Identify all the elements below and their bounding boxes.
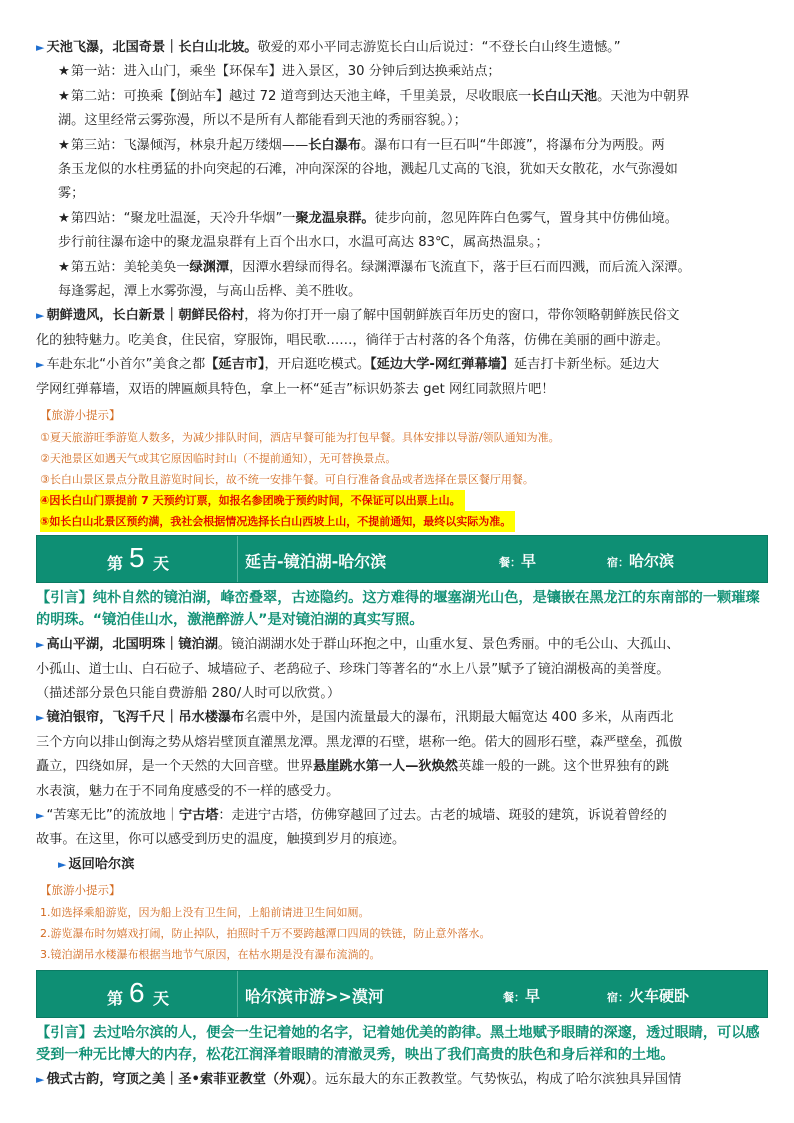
day-number: 6 — [129, 977, 145, 1009]
body-text: 三个方向以排山倒海之势从熔岩壁顶直灌黑龙潭。黑龙潭的石壁，堪称一绝。偌大的圆形石壁，森严壁垒，孤傲 — [36, 734, 683, 750]
paragraph-korean-village-cont — [36, 329, 768, 353]
stop-2 — [36, 85, 768, 109]
stay-value: 火车硬卧 — [629, 987, 690, 1006]
day-route: 哈尔滨市游>>漠河 — [245, 987, 384, 1007]
stop-highlight: 长白山天池 — [531, 88, 598, 104]
body-text: 名震中外，是国内流量最大的瀑布，汛期最大幅宽达 400 多米，从南西北 — [244, 710, 674, 726]
place-highlight: 【延边大学-网红弹幕墙】 — [370, 357, 514, 373]
body-text: 学网红弹幕墙，双语的牌匾颇具特色，拿上一杯“延吉”标识奶茶去 get 网红同款照片吧！ — [36, 381, 555, 397]
body-highlight: 悬崖跳水第一人—狄焕然 — [312, 759, 458, 775]
tip-item-highlighted: ④因长白山门票提前 7 天预约订票，如报名参团晚于预约时间，不保证可以出票上山。 — [40, 490, 465, 511]
day-label: 天 — [153, 554, 170, 574]
star-icon: ★ — [58, 64, 70, 80]
star-icon: ★ — [58, 88, 70, 104]
body-text: ，将为你打开一扇了解中国朝鲜族百年历史的窗口，带你领略朝鲜族民俗文 — [244, 308, 680, 324]
tips-title: 【旅游小提示】 — [40, 408, 121, 423]
paragraph-yanji-cont — [36, 378, 768, 402]
stop-highlight: 聚龙温泉群。 — [295, 210, 375, 226]
paragraph-jingpo-lake-cont2 — [36, 682, 768, 706]
paragraph-changbai-north — [36, 36, 768, 60]
itinerary-page — [36, 36, 768, 1093]
stop-text: 步行前往瀑布途中的聚龙温泉群有上百个出水口，水温可高达 83℃，属高热温泉。； — [58, 235, 549, 251]
body-text: 车赴东北“小首尔”美食之都 — [46, 357, 206, 373]
stop-text: 。瀑布口有一巨石叫“牛郎渡”，将瀑布分为两股。两 — [360, 137, 665, 153]
travel-tips-box-1 — [36, 404, 768, 531]
stop-text: 每逢雾起，潭上水雾弥漫，与高山岳桦、美不胜收。 — [58, 284, 362, 300]
day-5-header — [36, 535, 768, 583]
body-text: 敬爱的邓小平同志游览长白山后说过：“不登长白山终生遗憾。” — [257, 40, 621, 55]
day-label: 第 — [107, 989, 124, 1009]
travel-tips-box-2 — [36, 879, 768, 964]
stop-text: 第五站：美轮美奂一 — [70, 259, 190, 275]
bullet-arrow-icon: ► — [58, 857, 67, 871]
tip-item: 1.如选择乘船游览，因为船上没有卫生间，上船前请进卫生间如厕。 — [40, 906, 370, 920]
day-6-intro: 【引言】去过哈尔滨的人，便会一生记着她的名字，记着她优美的韵律。黑土地赋予眼睛的深邃，透过眼睛，可以感受到一种无比博大的内存，松花江润泽着眼睛的清澈灵秀，映出了我们高贵的肤色和身后祥和的土地。 — [36, 1025, 760, 1064]
stop-highlight: 长白瀑布 — [308, 137, 361, 153]
paragraph-sophia-church — [36, 1068, 768, 1092]
day-route: 延吉-镜泊湖-哈尔滨 — [245, 552, 387, 572]
tip-item: 2.游览瀑布时勿嬉戏打闹，防止掉队，拍照时千万不要跨越潭口四周的铁链，防止意外落水。 — [40, 927, 491, 941]
stop-5 — [36, 256, 768, 280]
body-text: 。镜泊湖湖水处于群山环抱之中，山重水复、景色秀丽。中的毛公山、大孤山、 — [217, 637, 680, 653]
meal-label: 餐： — [503, 991, 525, 1005]
meal-value: 早 — [521, 552, 537, 571]
heading-text: 高山平湖，北国明珠｜镜泊湖 — [46, 637, 218, 653]
day-5-intro: 【引言】纯朴自然的镜泊湖，峰峦叠翠，古迹隐约。这方难得的堰塞湖光山色，是镶嵌在黑龙江的东南部的一颗璀璨的明珠。“镜泊佳山水，激滟醉游人”是对镜泊湖的真实写照。 — [36, 590, 760, 629]
bullet-arrow-icon: ► — [36, 358, 45, 372]
paragraph-ningguta — [36, 804, 768, 828]
tips-title: 【旅游小提示】 — [40, 883, 121, 898]
stop-text: 第三站：飞瀑倾泻，林泉升起万缕烟—— — [70, 137, 309, 153]
bullet-arrow-icon: ► — [36, 638, 45, 652]
stop-text: 第一站：进入山门，乘坐【环保车】进入景区，30 分钟后到达换乘站点； — [70, 64, 501, 80]
stop-2-cont — [36, 109, 768, 133]
heading-text: 天池飞瀑，北国奇景｜长白山北坡。 — [46, 40, 258, 55]
body-text: 延吉打卡新坐标。延边大 — [513, 357, 660, 373]
heading-text: 朝鲜遗风，长白新景｜朝鲜民俗村 — [46, 308, 245, 324]
stop-text: 雾； — [58, 186, 85, 202]
stop-highlight: 绿渊潭 — [189, 259, 230, 275]
divider — [237, 536, 238, 582]
bullet-arrow-icon: ► — [36, 808, 45, 822]
tip-item: ③长白山景区景点分散且游览时间长，故不统一安排午餐。可自行准备食品或者选择在景区餐厅用餐。 — [40, 473, 534, 487]
body-text: 英雄一般的一跳。这个世界独有的跳 — [458, 759, 669, 775]
stop-text: ，因潭水碧绿而得名。绿渊潭瀑布飞流直下，落于巨石而四溅，而后流入深潭。 — [229, 259, 691, 275]
stop-3-cont2 — [36, 182, 768, 206]
body-text: （描述部分景色只能自费游船 280/人时可以欣赏。） — [36, 685, 341, 701]
paragraph-yanji — [36, 353, 768, 377]
heading-text: 俄式古韵，穹顶之美｜圣•索菲亚教堂（外观） — [46, 1072, 313, 1088]
meal-value: 早 — [525, 987, 541, 1006]
stop-5-cont — [36, 280, 768, 304]
stop-text: 湖。这里经常云雾弥漫，所以不是所有人都能看到天池的秀丽容貌。）； — [58, 113, 467, 129]
tip-item: 3.镜泊湖吊水楼瀑布根据当地节气原因，在枯水期是没有瀑布流淌的。 — [40, 948, 381, 962]
stay-label: 宿： — [607, 556, 629, 570]
stop-4-cont — [36, 231, 768, 255]
stop-text: 第四站：“聚龙吐温涎，天冷升华烟”一 — [70, 210, 296, 226]
stop-4 — [36, 207, 768, 231]
body-text: “苦寒无比”的流放地｜ — [46, 807, 179, 823]
return-text: 返回哈尔滨 — [68, 856, 135, 872]
stay-value: 哈尔滨 — [629, 552, 675, 571]
place-highlight: 宁古塔 — [178, 807, 219, 823]
day-6-header — [36, 970, 768, 1018]
body-text: ，开启逛吃模式。 — [264, 357, 371, 373]
body-text: 化的独特魅力。吃美食，住民宿，穿服饰，唱民歌……，徜徉于古村落的各个角落，仿佛在美丽的画中游走。 — [36, 332, 669, 348]
star-icon: ★ — [58, 210, 70, 226]
stop-text: 条玉龙似的水柱勇猛的扑向突起的石滩，冲向深深的谷地，溅起几丈高的飞浪，犹如天女散花，水气弥漫如 — [58, 162, 678, 178]
day-number-box — [37, 971, 205, 1017]
body-text: ：走进宁古塔，仿佛穿越回了过去。古老的城墙、斑驳的建筑，诉说着曾经的 — [218, 807, 667, 823]
bullet-arrow-icon: ► — [36, 711, 45, 725]
star-icon: ★ — [58, 259, 70, 275]
stop-3 — [36, 134, 768, 158]
bullet-arrow-icon: ► — [36, 41, 45, 54]
stay-label: 宿： — [607, 991, 629, 1005]
day-number: 5 — [129, 542, 145, 574]
meal-label: 餐： — [499, 556, 521, 570]
tip-item: ②天池景区如遇天气或其它原因临时封山（不提前通知），无可替换景点。 — [40, 452, 397, 466]
day-number-box — [37, 536, 205, 582]
tip-item-highlighted: ⑤如长白山北景区预约满，我社会根据情况选择长白山西坡上山，不提前通知，最终以实际为准。 — [40, 511, 515, 532]
paragraph-ningguta-cont — [36, 828, 768, 852]
bullet-arrow-icon: ► — [36, 1073, 45, 1087]
day-label: 天 — [153, 989, 170, 1009]
paragraph-korean-village — [36, 304, 768, 328]
stop-text: 徒步向前，忽见阵阵白色雾气，置身其中仿佛仙境。 — [374, 210, 678, 226]
stop-1 — [36, 60, 768, 84]
body-text: 故事。在这里，你可以感受到历史的温度，触摸到岁月的痕迹。 — [36, 832, 406, 848]
place-highlight: 【延吉市】 — [205, 357, 265, 373]
tip-item: ①夏天旅游旺季游览人数多，为减少排队时间，酒店早餐可能为打包早餐。具体安排以导游/领队通知为准。 — [40, 431, 560, 445]
day-label: 第 — [107, 554, 124, 574]
paragraph-waterfall-cont2 — [36, 755, 768, 779]
paragraph-jingpo-lake-cont — [36, 658, 768, 682]
return-line — [36, 853, 768, 877]
paragraph-jingpo-lake — [36, 633, 768, 657]
heading-text: 镜泊银帘，飞泻千尺｜吊水楼瀑布 — [46, 710, 245, 726]
body-text: 。远东最大的东正教教堂。气势恢弘，构成了哈尔滨独具异国情 — [312, 1072, 682, 1088]
body-text: 小孤山、道士山、白石砬子、城墙砬子、老鸹砬子、珍珠门等著名的“水上八景”赋予了镜泊湖极高的美誉度。 — [36, 661, 670, 677]
stop-text: 。天池为中朝界 — [597, 88, 690, 104]
paragraph-waterfall — [36, 706, 768, 730]
star-icon: ★ — [58, 137, 70, 153]
stop-text: 第二站：可换乘【倒站车】越过 72 道弯到达天池主峰，千里美景，尽收眼底一 — [70, 88, 532, 104]
body-text: 水表演，魅力在于不同角度感受的不一样的感受力。 — [36, 783, 340, 799]
paragraph-waterfall-cont3 — [36, 780, 768, 804]
stop-3-cont — [36, 158, 768, 182]
divider — [237, 971, 238, 1017]
bullet-arrow-icon: ► — [36, 309, 45, 323]
body-text: 矗立，四绕如屏，是一个天然的大回音壁。世界 — [36, 759, 313, 775]
paragraph-waterfall-cont — [36, 731, 768, 755]
